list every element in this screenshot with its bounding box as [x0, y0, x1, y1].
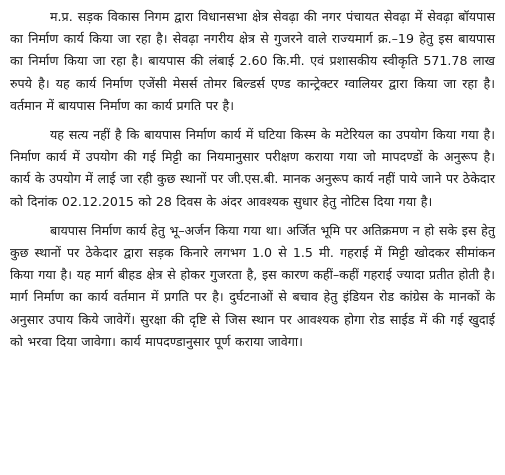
paragraph-land-acquisition-safety: बायपास निर्माण कार्य हेतु भू–अर्जन किया गया था। अर्जित भूमि पर अतिक्रमण न हो सके इस हेतु कुछ स्थानों पर ठेकेदार द्वारा सड़क किनारे लगभग 1.0 से 1.5 मी. गहराई में मिट्टी खोदकर सीमांकन किया गया है। यह मार्ग बीहड क्षेत्र से होकर गुजरता है, इस कारण कहीं–कहीं गहराई ज्यादा प्रतीत होती है। मार्ग निर्माण का कार्य वर्तमान में प्रगति पर है। दुर्घटनाओं से बचाव हेतु इंडियन रोड कांग्रेस के मानकों के अनुसार उपाय किये जावेगें। सुरक्षा की दृष्टि से जिस स्थान पर आवश्यक होगा रोड साईड में की गई खुदाई को भरवा दिया जावेगा। कार्य मापदण्डानुसार पूर्ण कराया जावेगा।: [10, 222, 495, 349]
paragraph-bypass-overview: म.प्र. सड़क विकास निगम द्वारा विधानसभा क्षेत्र सेवढ़ा की नगर पंचायत सेवढ़ा में सेवढ़ा बॉयपास का निर्माण कार्य किया जा रहा है। सेवढ़ा नगरीय क्षेत्र से गुजरने वाले राज्यमार्ग क्र.–19 हेतु इस बायपास का निर्माण किया जा रहा है। बायपास की लंबाई 2.60 कि.मी. एवं प्रशासकीय स्वीकृति 571.78 लाख रुपये है। यह कार्य निर्माण एजेंसी मेसर्स तोमर बिल्डर्स एण्ड कान्ट्रेक्टर ग्वालियर द्वारा किया जा रहा है। वर्तमान में बायपास निर्माण का कार्य प्रगति पर है।: [10, 9, 495, 113]
paragraph-material-quality: यह सत्य नहीं है कि बायपास निर्माण कार्य में घटिया किस्म के मटेरियल का उपयोग किया गया है। निर्माण कार्य में उपयोग की गई मिट्टी का नियमानुसार परीक्षण कराया गया जो मापदण्डों के अनुरूप है। कार्य के उपयोग में लाई जा रही कुछ स्थानों पर जी.एस.बी. मानक अनुरूप कार्य नहीं पाये जाने पर ठेकेदार को दिनांक 02.12.2015 को 28 दिवस के अंदर आवश्यक सुधार हेतु नोटिस दिया गया है।: [10, 127, 495, 209]
